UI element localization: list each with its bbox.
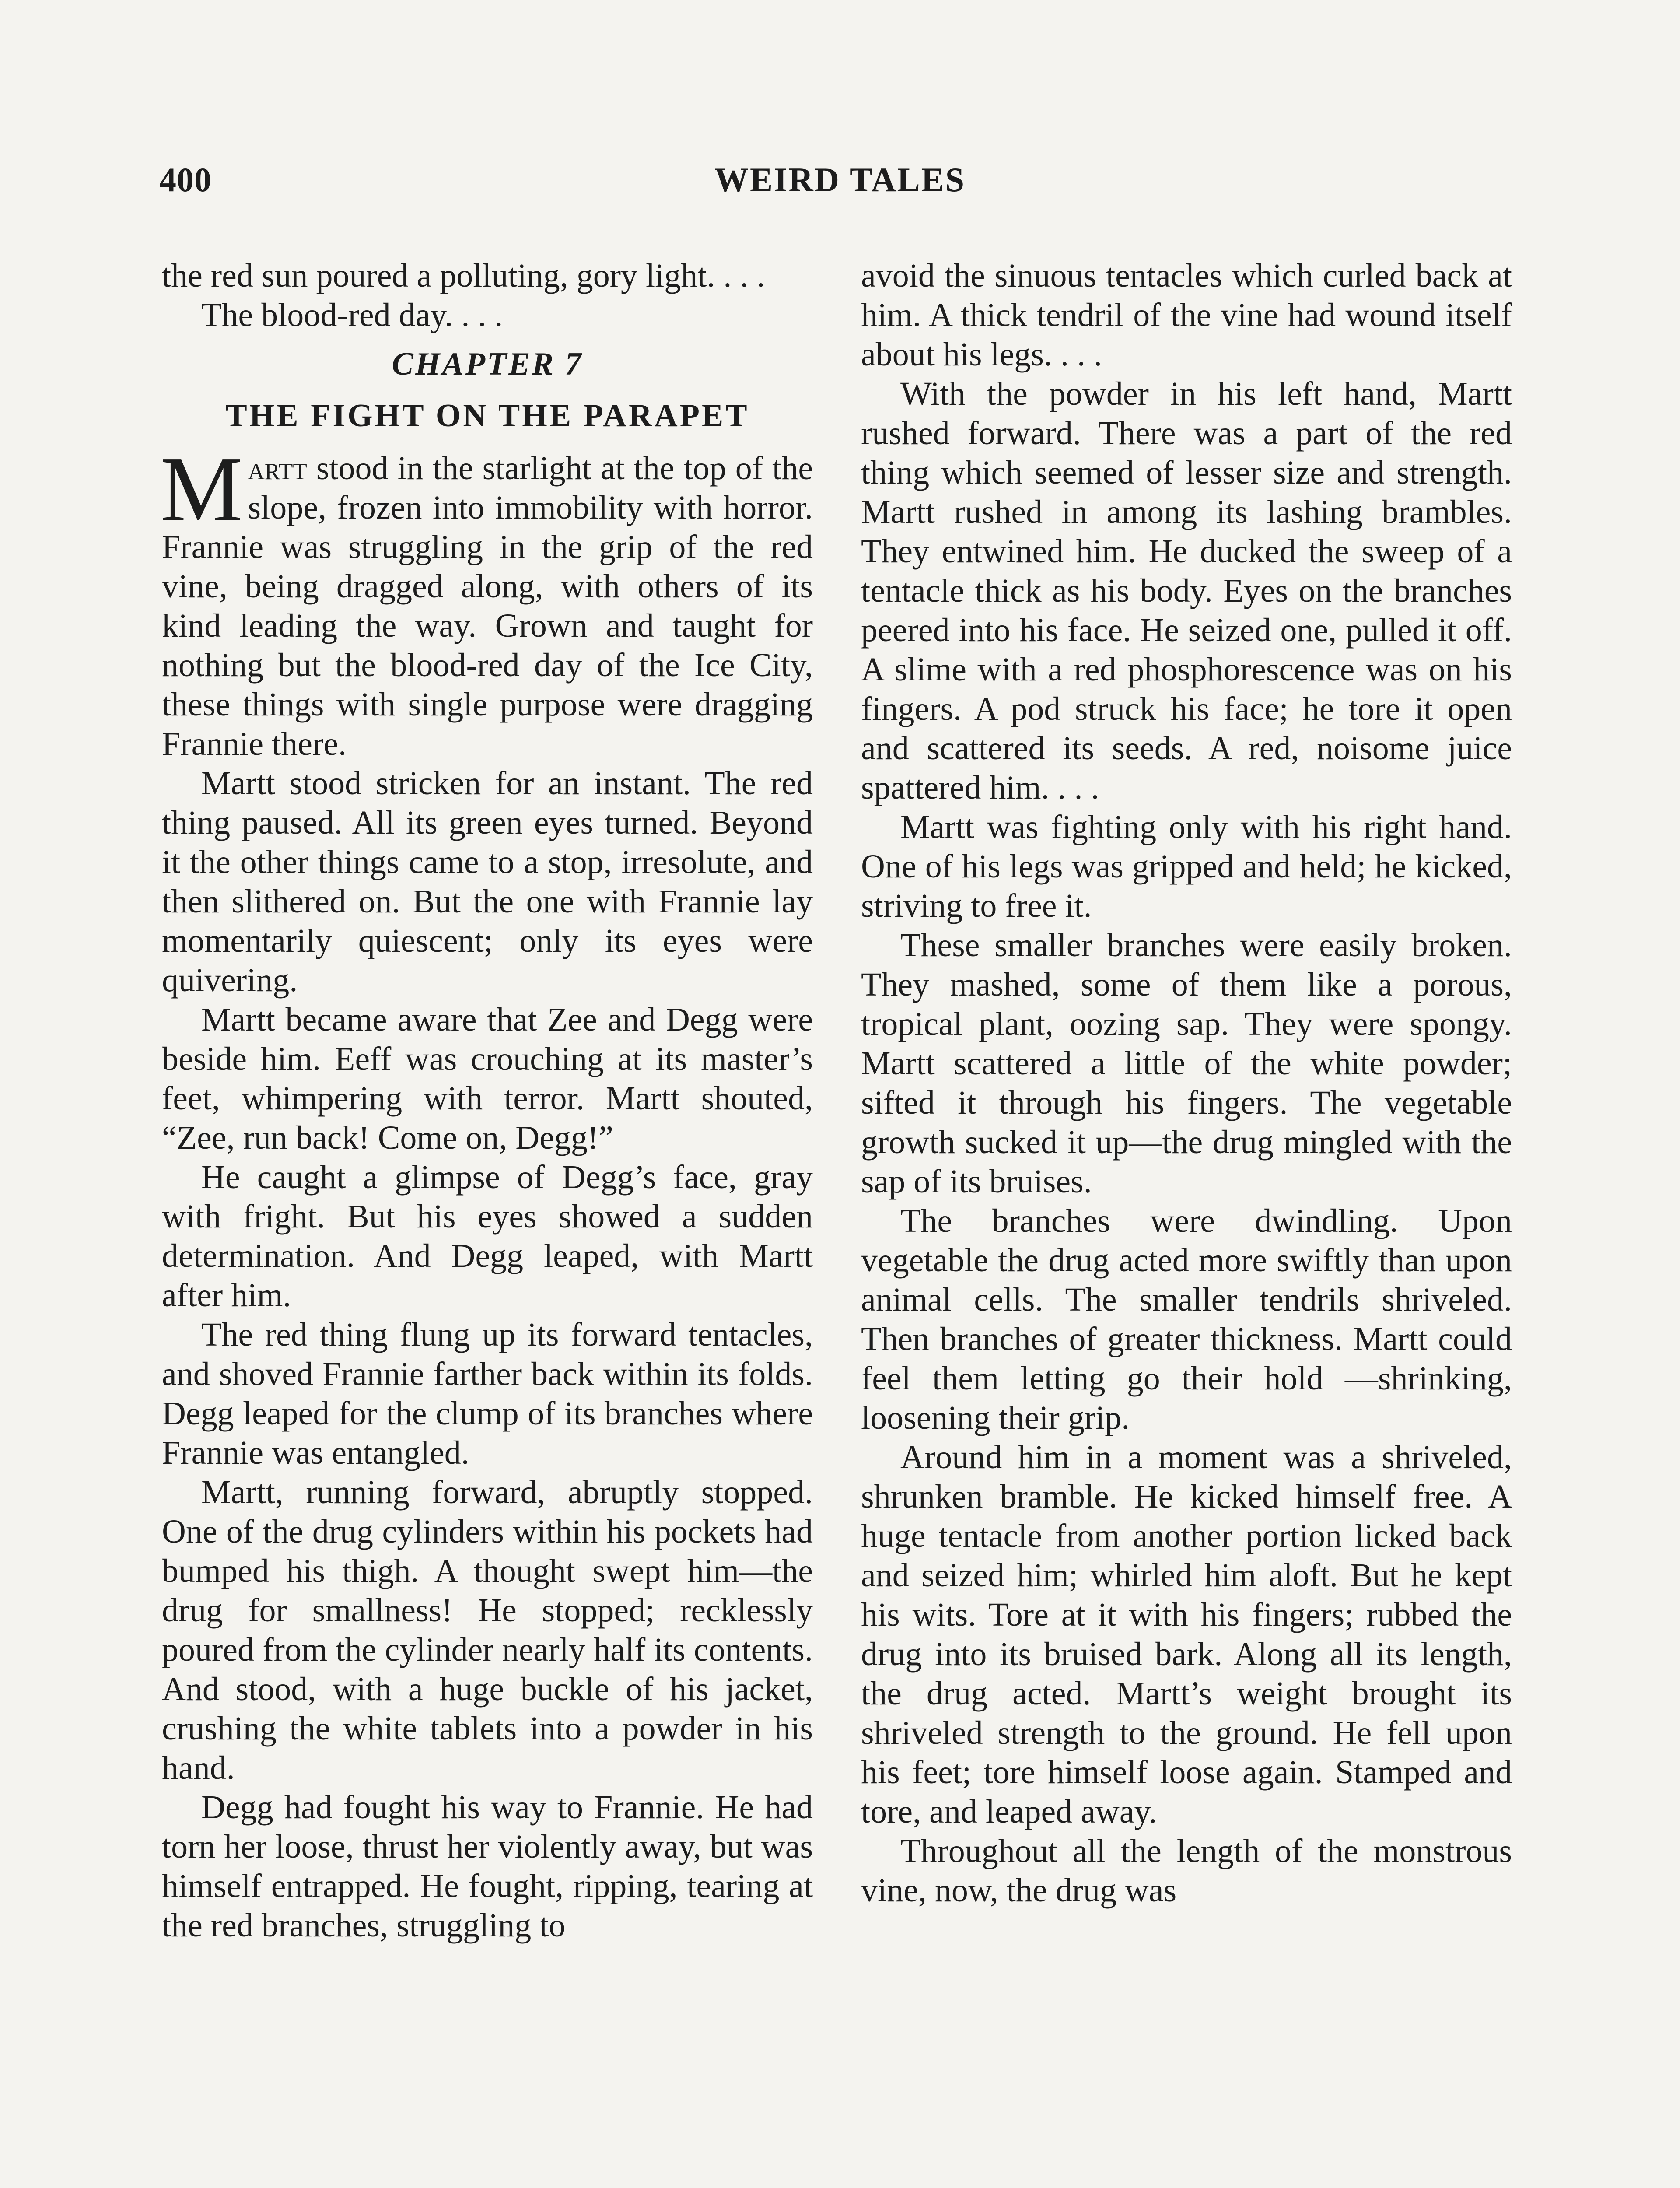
paragraph: Degg had fought his way to Frannie. He had torn her loose, thrust her violently away, but was himself entrapped. He fought, ripping, tearing at the red branches, struggling to [162,1789,813,1944]
paragraph: The blood-red day. . . . [201,297,503,333]
paragraph: avoid the sinuous tentacles which curled back at him. A thick tendril of the vine had wound itself about his legs. . . . [861,257,1512,373]
page-number: 400 [159,161,212,199]
left-column [162,256,813,1945]
paragraph: These smaller branches were easily broken. They mashed, some of them like a porous, tropical plant, oozing sap. They were spongy. Martt scattered a little of the white powder; sifted it through his fingers. The vegetable growth sucked it up—the drug mingled with the sap of its bruises. [861,927,1512,1200]
right-column [861,256,1512,1910]
paragraph: Throughout all the length of the monstrous vine, now, the drug was [861,1833,1512,1909]
paragraph: He caught a glimpse of Degg’s face, gray with fright. But his eyes showed a sudden determination. And Degg leaped, with Martt after him. [162,1159,813,1314]
paragraph: With the powder in his left hand, Martt rushed forward. There was a part of the red thing which seemed of lesser size and strength. Martt rushed in among its lashing brambles. They entwined him. He ducked the sweep of a tentacle thick as his body. Eyes on the branches peered into his face. He seized one, pulled it off. A slime with a red phosphorescence was on his fingers. A pod struck his face; he tore it open and scattered its seeds. A red, noisome juice spattered him. . . . [861,375,1512,806]
drop-cap: M [160,438,243,540]
paragraph: The branches were dwindling. Upon vegetable the drug acted more swiftly than upon animal cells. The smaller tendrils shriveled. Then branches of greater thickness. Martt could feel them letting go their hold —shrinking, loosening their grip. [861,1203,1512,1436]
opening-paragraph [160,438,813,764]
paragraph: Martt became aware that Zee and Degg were beside him. Eeff was crouching at its master’s feet, whimpering with terror. Martt shouted, “Zee, run back! Come on, Degg!” [162,1001,813,1156]
paragraph: The red thing flung up its forward tentacles, and shoved Frannie farther back within its folds. Degg leaped for the clump of its branches where Frannie was entangled. [162,1316,813,1471]
paragraph: Martt stood stricken for an instant. The red thing paused. All its green eyes turned. Beyond it the other things came to a stop, irresolute, and then slithered on. But the one with Frannie lay momentarily quiescent; only its eyes were quivering. [162,765,813,999]
chapter-title: THE FIGHT ON THE PARAPET [225,398,749,434]
running-head: WEIRD TALES [714,161,966,199]
paragraph: Martt was fighting only with his right hand. One of his legs was gripped and held; he kicked, striving to free it. [861,809,1512,924]
paragraph-text: stood in the starlight at the top of the slope, frozen into immobility with horror. Frannie was struggling in the grip of the red vine, being dragged along, with others of its kind leading the way. Grown and taught for nothing but the blood-red day of the Ice City, these things with single purpose were dragging Frannie there. [162,450,813,762]
chapter-label: CHAPTER 7 [392,346,583,382]
paragraph: Martt, running forward, abruptly stopped. One of the drug cylinders within his pockets had bumped his thigh. A thought swept him—the drug for smallness! He stopped; recklessly poured from the cylinder nearly half its contents. And stood, with a huge buckle of his jacket, crushing the white tablets into a powder in his hand. [162,1474,813,1786]
paragraph: Around him in a moment was a shriveled, shrunken bramble. He kicked himself free. A huge tentacle from another portion licked back and seized him; whirled him aloft. But he kept his wits. Tore at it with his fingers; rubbed the drug into its bruised bark. Along all its length, the drug acted. Martt’s weight brought its shriveled strength to the ground. He fell upon his feet; tore himself loose again. Stamped and tore, and leaped away. [861,1439,1512,1830]
small-caps-word: artt [248,450,307,487]
paragraph: the red sun poured a polluting, gory light. . . . [162,257,765,294]
